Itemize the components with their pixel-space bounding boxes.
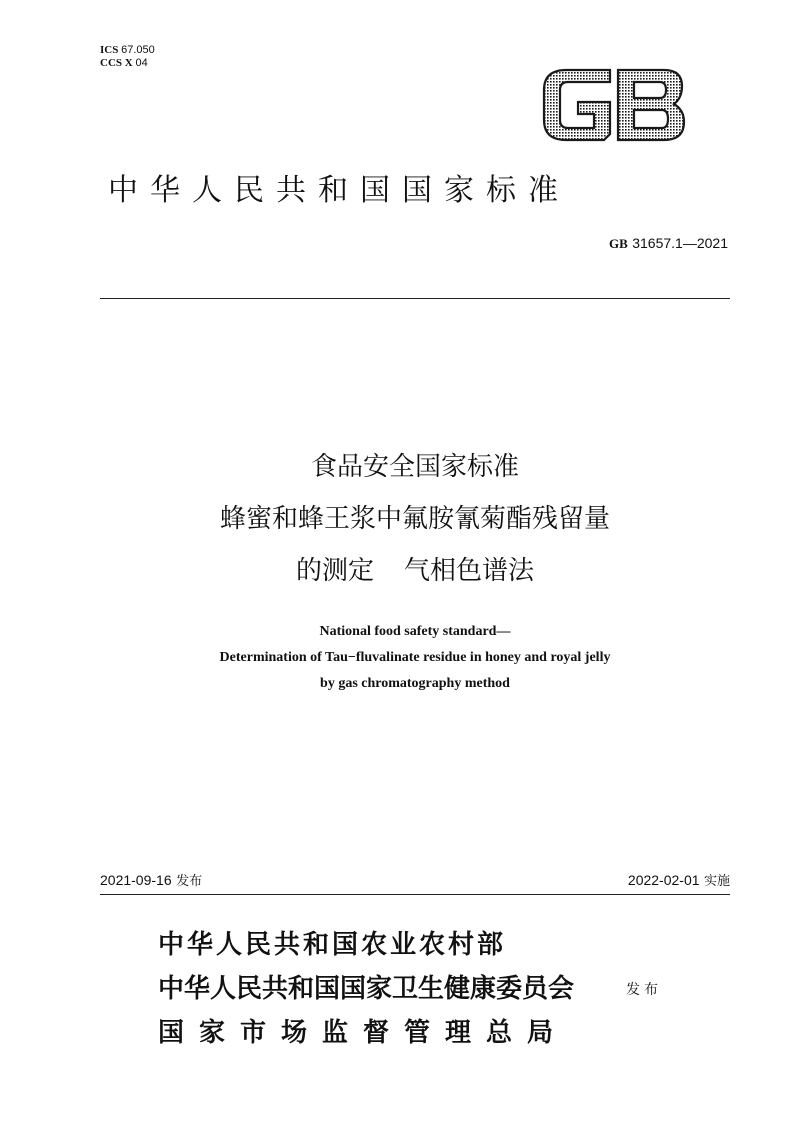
issuing-authority-3: 国家市场监督管理总局 [158,1018,569,1048]
standard-number-value: 31657.1—2021 [632,235,728,251]
title-en-line-1: National food safety standard— [319,624,511,639]
header-divider [100,298,730,299]
title-en-line-2: Determination of Tau−fluvalinate residue in honey and royal jelly [219,650,611,665]
ccs-label: CCS X [100,57,133,69]
ics-value: 67.050 [121,44,155,56]
standard-prefix: GB [608,236,628,251]
issue-date [100,871,202,891]
title-cn-line-3 [100,551,730,591]
implementation-date-value: 2022-02-01 [627,872,700,888]
publish-label: 发布 [626,982,662,998]
ccs-code [100,57,148,70]
issuing-authority-2: 中华人民共和国国家卫生健康委员会 [158,974,575,1004]
title-cn-line-3b: 气相色谱法 [404,556,535,586]
title-cn-line-1: 食品安全国家标准 [310,452,519,482]
date-divider [100,894,730,895]
ics-label: ICS [100,44,119,56]
ics-code [100,44,155,57]
ccs-value: 04 [135,57,148,69]
gb-logo [538,66,688,144]
issue-date-word: 发布 [176,874,203,889]
implementation-date-word: 实施 [703,874,730,889]
issue-date-value: 2021-09-16 [100,872,172,888]
standard-number [609,234,728,253]
national-standard-heading: 中华人民共和国国家标准 [108,173,570,208]
title-cn-line-3a: 的测定 [295,556,374,586]
title-cn-line-2: 蜂蜜和蜂王浆中氟胺氰菊酯残留量 [219,504,610,534]
issuing-authority-1: 中华人民共和国农业农村部 [158,930,507,960]
title-en-line-3: by gas chromatography method [320,676,510,691]
implementation-date [628,871,730,891]
